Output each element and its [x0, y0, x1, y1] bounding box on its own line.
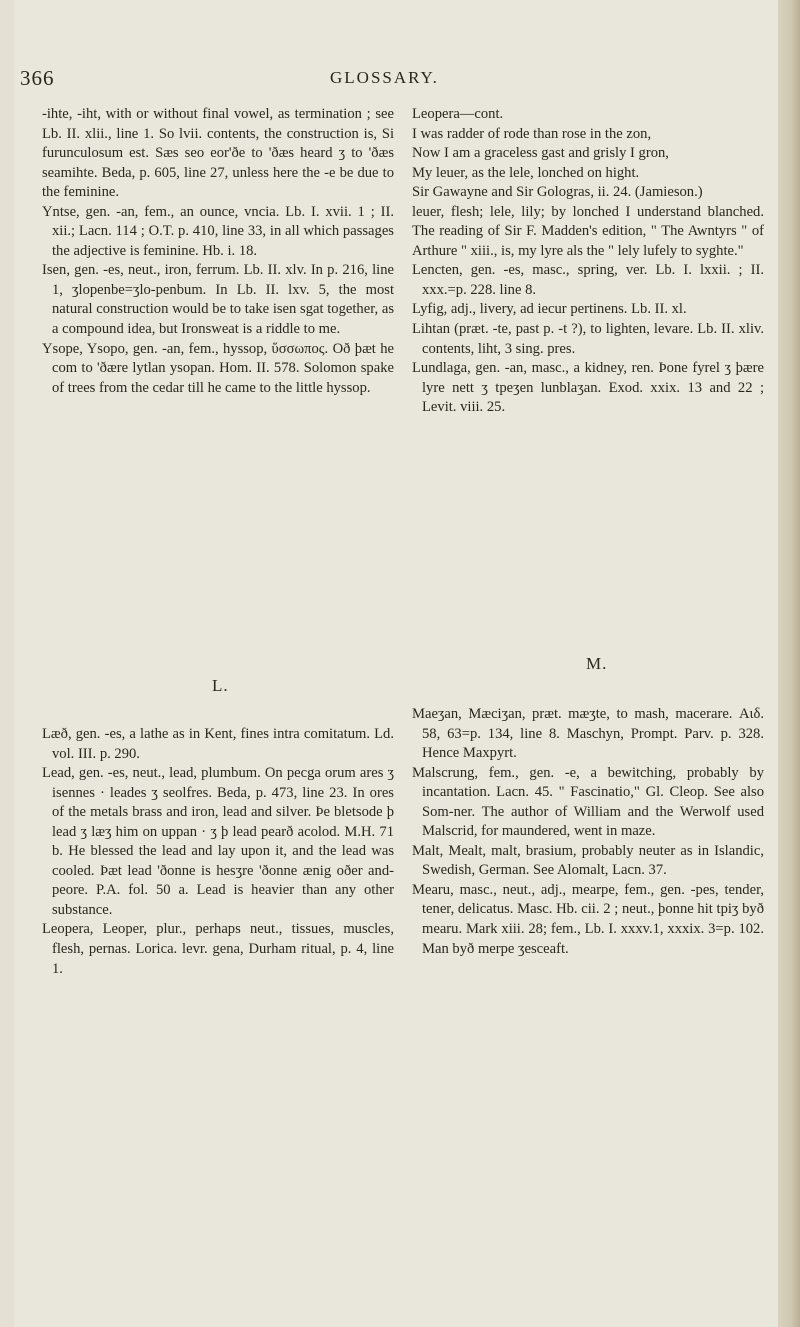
verse-source: Sir Gawayne and Sir Gologras, ii. 24. (Jamieson.): [412, 184, 703, 201]
entry-lead: Lead, gen. -es, neut., lead, plumbum. On pecga orum ares ʒ isennes · leades ʒ seolfres. Beda, p. 473, line 23. In ores of the metals brass and iron, lead and silver. Þe bletsode þ lead ʒ læʒ him on uppan · ʒ þ lead pearð acolod. M.H. 71 b. He blessed the lead and lay upon it, and the lead was cooled. Þæt lead 'ðonne is hesʒre 'ðonne ænig oðer and-peore. P.A. fol. 50 a. Lead is heavier than any other substance.: [42, 765, 394, 918]
entry-maegan: Maeʒan, Mæciʒan, præt. mæʒte, to mash, macerare. Αιδ. 58, 63=p. 134, line 8. Maschyn, Prompt. Parv. p. 328. Hence Maxpyrt.: [412, 706, 764, 762]
entry-lyfig: Lyfig, adj., livery, ad iecur pertinens. Lb. II. xl.: [412, 301, 687, 318]
entry-leuer-note: leuer, flesh; lele, lily; by lonched I understand blanched. The reading of Sir F. Madden's edition, " The Awntyrs " of Arthure " xiii., is, my lyre als the " lely lufely to syghte.": [412, 203, 764, 259]
page-header: [0, 66, 800, 94]
running-head: GLOSSARY.: [330, 68, 439, 87]
entry-leopera: Leopera, Leoper, plur., perhaps neut., tissues, muscles, flesh, pernas. Lorica. levr. gena, Durham ritual, p. 4, line 1.: [42, 921, 394, 977]
entry-yntse: Yntse, gen. -an, fem., an ounce, vncia. Lb. I. xvii. 1 ; II. xii.; Lacn. 114 ; O.T. p. 410, line 33, in all which passages the adjective is feminine. Hb. i. 18.: [42, 203, 394, 259]
entry-malscrung: Malscrung, fem., gen. -e, a bewitching, probably by incantation. Lacn. 45. " Fascinatio," Gl. Cleop. See also Som-ner. The author of William and the Werwolf used Malscrid, for maundered, went in maze.: [412, 764, 764, 840]
entry-laeth: Læð, gen. -es, a lathe as in Kent, fines intra comitatum. Ld. vol. III. p. 290.: [42, 726, 394, 762]
entry-lundlaga: Lundlaga, gen. -an, masc., a kidney, ren. Þone fyrel ʒ þære lyre nett ʒ tpeʒen lunblaʒan. Exod. xxix. 13 and 22 ; Levit. viii. 25.: [412, 360, 764, 416]
right-column-top: [412, 105, 764, 418]
verse-line: My leuer, as the lele, lonched on hight.: [412, 164, 640, 181]
verse-line: I was radder of rode than rose in the zon,: [412, 125, 652, 142]
entry-mearu: Mearu, masc., neut., adj., mearpe, fem., gen. -pes, tender, tener, delicatus. Masc. Hb. cii. 2 ; neut., þonne hit tpiʒ byð mearu. Mark xiii. 28; fem., Lb. I. xxxv.1, xxxix. 3=p. 102. Man byð merpe ʒesceaft.: [412, 881, 764, 957]
page-gutter: [778, 0, 800, 1327]
entry-lencten: Lencten, gen. -es, masc., spring, ver. Lb. I. lxxii. ; II. xxx.=p. 228. line 8.: [412, 262, 764, 298]
left-column-bottom: [42, 725, 394, 979]
verse-line: Now I am a graceless gast and grisly I gron,: [412, 145, 669, 162]
left-column-top: [42, 105, 394, 398]
entry-isen: Isen, gen. -es, neut., iron, ferrum. Lb. II. xlv. In p. 216, line 1, ʒlopenbe=ʒlo-penbum. In Lb. II. lxv. 5, the most natural construction would be to take isen sgat together, as a compound idea, but Ironsweat is a riddle to me.: [42, 262, 394, 338]
page-number: 366: [20, 66, 55, 90]
entry-lihtan: Lihtan (præt. -te, past p. -t ?), to lighten, levare. Lb. II. xliv. contents, liht, 3 sing. pres.: [412, 321, 764, 357]
entry-leopera-cont: Leopera—cont.: [412, 106, 504, 122]
right-column-bottom: [412, 705, 764, 959]
section-letter-m: M.: [586, 654, 608, 673]
entry-malt: Malt, Mealt, malt, brasium, probably neuter as in Islandic, Swedish, German. See Alomalt, Lacn. 37.: [412, 842, 764, 879]
entry-ysope: Ysope, Ysopo, gen. -an, fem., hyssop, ὕσσωπος. Oð þæt he com to 'ðære lytlan ysopan. Hom. II. 578. Solomon spake of trees from the cedar till he came to the little hyssop.: [42, 340, 394, 396]
entry-iht: -ihte, -iht, with or without final vowel, as termination ; see Lb. II. xlii., line 1. So lvii. contents, the construction is, Si furunculosum est. Sæs seo eor'ðe to 'ðæs heard ʒ to 'ðæs seamihte. Beda, p. 605, line 27, unless here the -e be due to the feminine.: [42, 106, 394, 201]
section-letter-l: L.: [212, 676, 229, 695]
